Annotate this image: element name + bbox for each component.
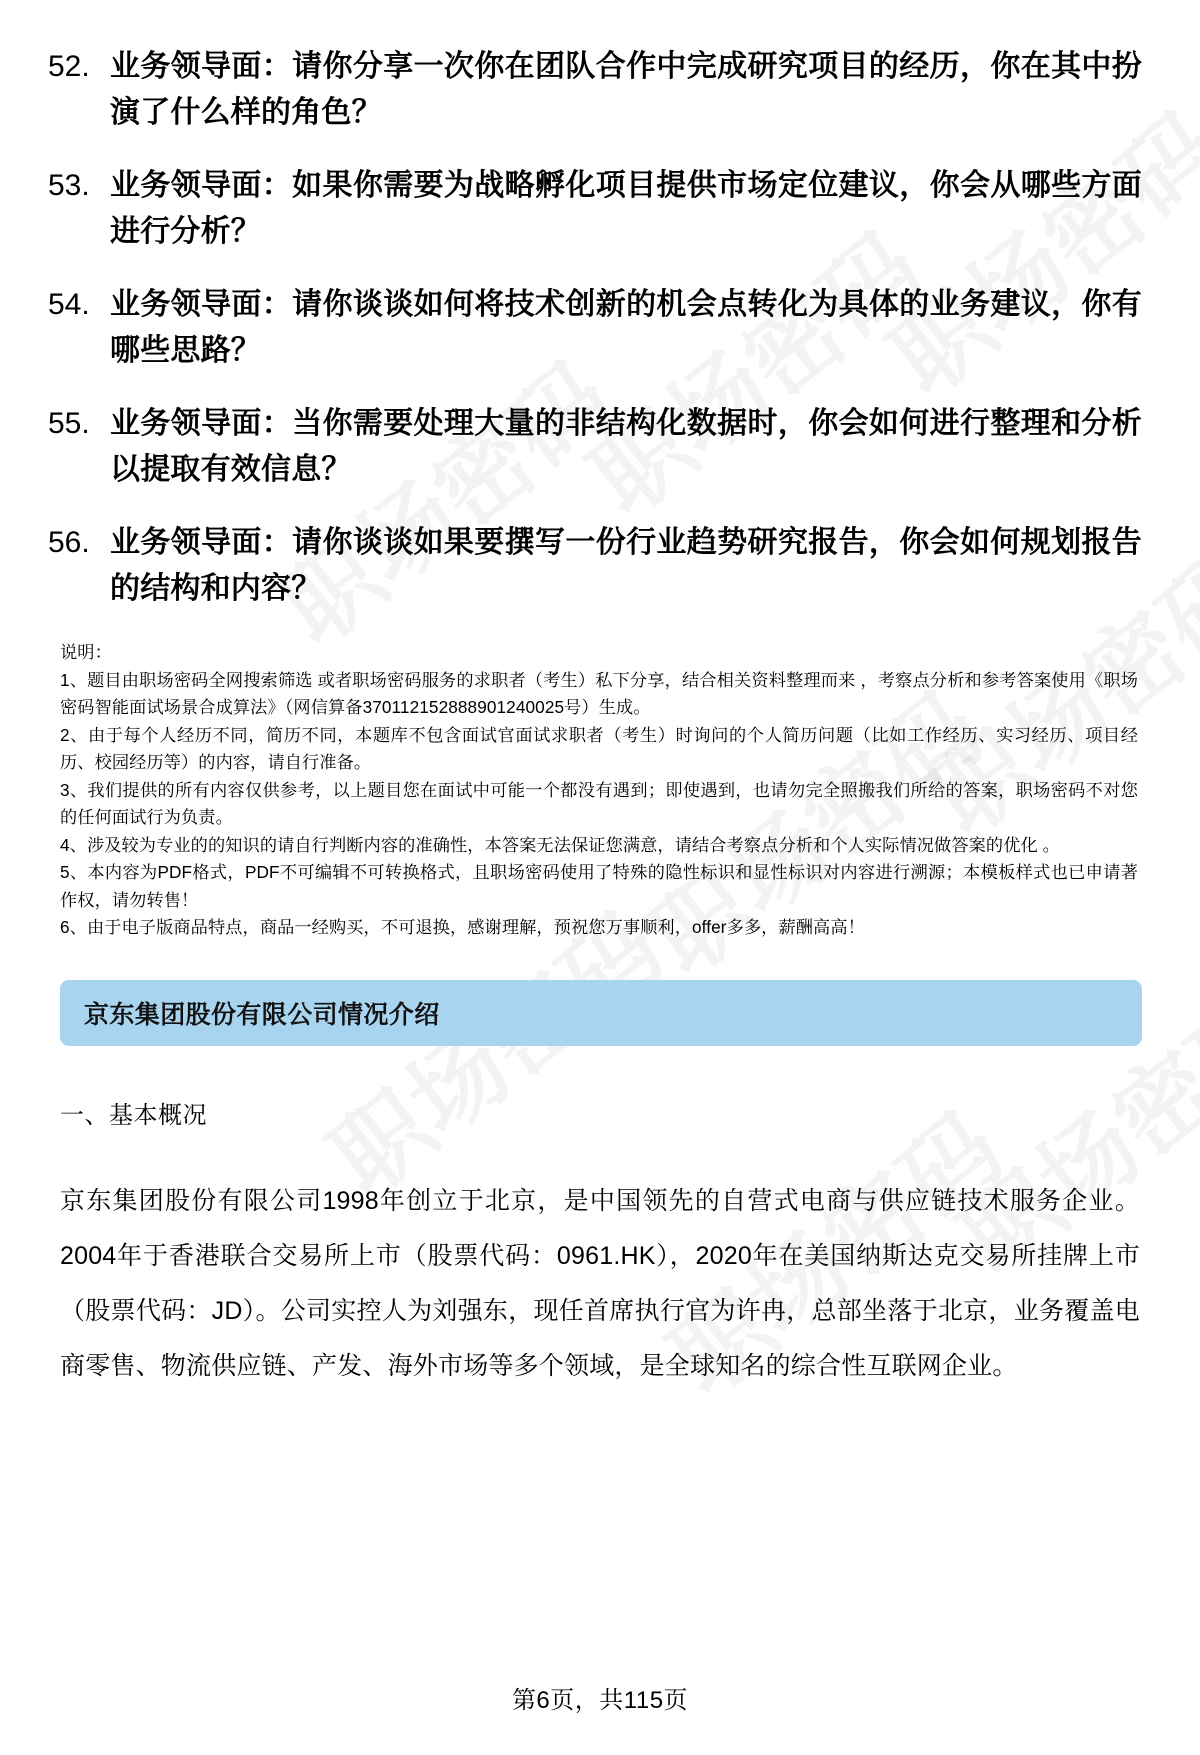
question-number: 55.: [48, 407, 90, 440]
notes-block: [48, 639, 1142, 942]
notes-item: 1、题目由职场密码全网搜索筛选 或者职场密码服务的求职者（考生）私下分享，结合相关资料整理而来 ，考察点分析和参考答案使用《职场密码智能面试场景合成算法》（网信算备370112152888901240025号）生成。: [60, 669, 1138, 717]
company-section-banner: [60, 980, 1142, 1046]
question-item: [48, 163, 1142, 255]
notes-item: 6、由于电子版商品特点，商品一经购买，不可退换，感谢理解，预祝您万事顺利，offer多多，薪酬高高！: [60, 917, 865, 937]
subsection-heading: 一、基本概况: [60, 1101, 207, 1129]
question-item: [48, 44, 1142, 136]
question-item: [48, 401, 1142, 493]
question-number: 56.: [48, 526, 90, 559]
company-section-title: 京东集团股份有限公司情况介绍: [84, 1000, 440, 1029]
question-text: 业务领导面：如果你需要为战略孵化项目提供市场定位建议，你会从哪些方面进行分析？: [110, 169, 1142, 248]
page-footer: 第6页，共115页: [511, 1687, 689, 1714]
notes-item: 4、涉及较为专业的的知识的请自行判断内容的准确性，本答案无法保证您满意，请结合考察点分析和个人实际情况做答案的优化 。: [60, 834, 1060, 855]
notes-item: 5、本内容为PDF格式，PDF不可编辑不可转换格式，且职场密码使用了特殊的隐性标识和显性标识对内容进行溯源；本模板样式也已申请著作权，请勿转售！: [60, 862, 1138, 910]
question-number: 54.: [48, 288, 90, 321]
question-item: [48, 520, 1142, 612]
question-number: 52.: [48, 50, 90, 83]
notes-item: 3、我们提供的所有内容仅供参考，以上题目您在面试中可能一个都没有遇到；即使遇到，也请勿完全照搬我们所给的答案，职场密码不对您的任何面试行为负责。: [60, 779, 1138, 827]
question-number: 53.: [48, 169, 90, 202]
question-text: 业务领导面：请你谈谈如果要撰写一份行业趋势研究报告，你会如何规划报告的结构和内容？: [110, 526, 1142, 605]
question-text: 业务领导面：当你需要处理大量的非结构化数据时，你会如何进行整理和分析以提取有效信息？: [110, 407, 1142, 486]
question-item: [48, 282, 1142, 374]
question-list: [48, 44, 1142, 612]
company-overview-paragraph: 京东集团股份有限公司1998年创立于北京，是中国领先的自营式电商与供应链技术服务企业。2004年于香港联合交易所上市（股票代码：0961.HK），2020年在美国纳斯达克交易所挂牌上市（股票代码：JD）。公司实控人为刘强东，现任首席执行官为许冉，总部坐落于北京，业务覆盖电商零售、物流供应链、产发、海外市场等多个领域，是全球知名的综合性互联网企业。: [60, 1186, 1140, 1380]
notes-heading: 说明：: [60, 642, 112, 662]
notes-item: 2、由于每个人经历不同，简历不同，本题库不包含面试官面试求职者（考生）时询问的个人简历问题（比如工作经历、实习经历、项目经历、校园经历等）的内容，请自行准备。: [60, 724, 1138, 772]
question-text: 业务领导面：请你分享一次你在团队合作中完成研究项目的经历，你在其中扮演了什么样的角色？: [110, 50, 1142, 129]
question-text: 业务领导面：请你谈谈如何将技术创新的机会点转化为具体的业务建议，你有哪些思路？: [110, 288, 1142, 367]
